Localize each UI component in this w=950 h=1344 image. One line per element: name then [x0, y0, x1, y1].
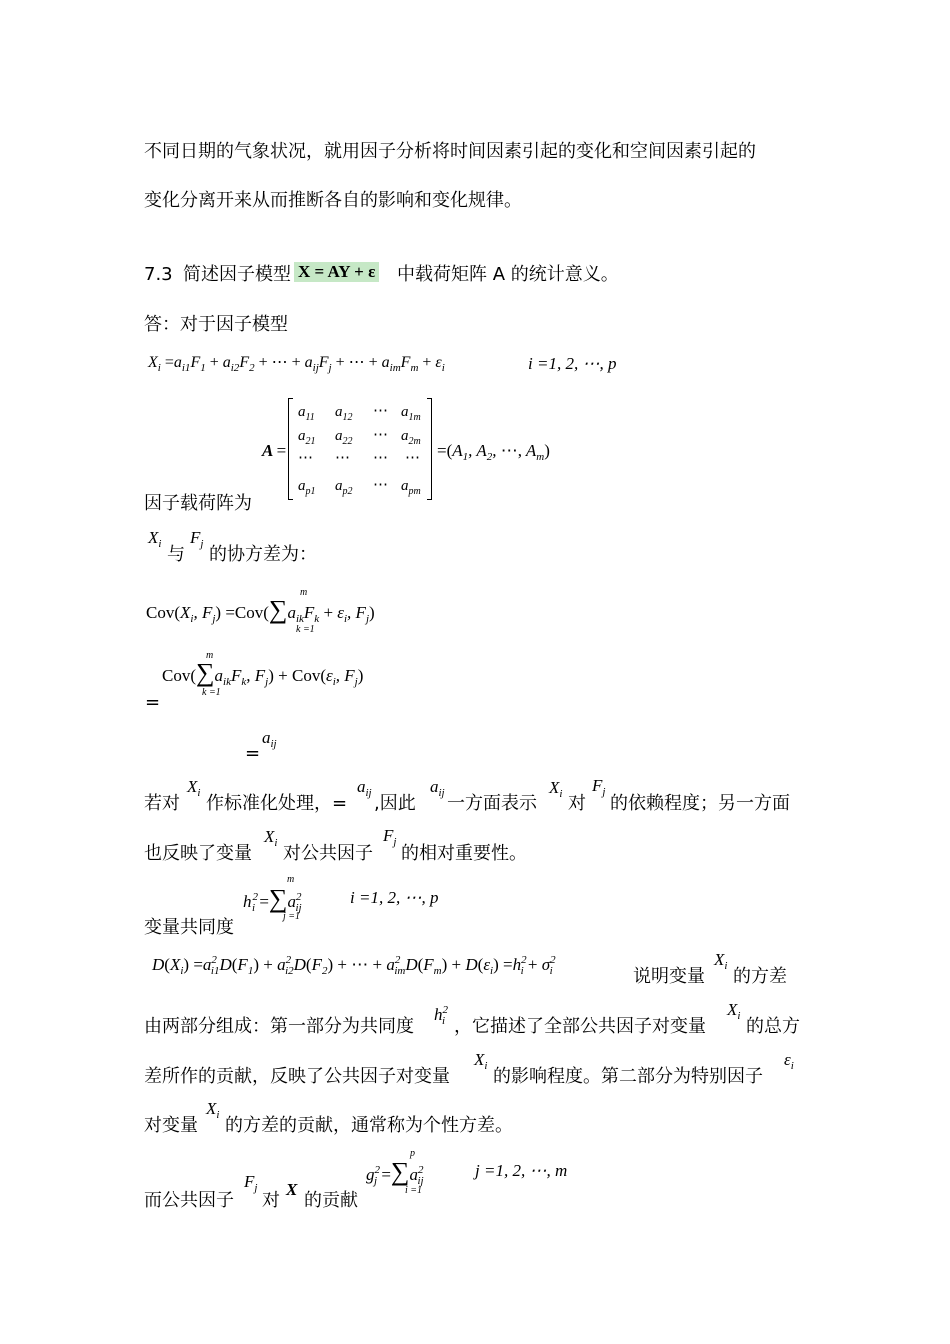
var-fj: $F_j$ [190, 528, 204, 550]
matrix-symbol: A = [262, 441, 287, 460]
loading-aij: $a_{ij}$ [430, 777, 445, 799]
var-xi: $X_i$ [714, 950, 728, 972]
text-segment: 由两部分组成：第一部分为共同度 [144, 1016, 414, 1037]
text-segment: 对 [568, 793, 586, 814]
model-index-range: i =1, 2, ⋯, p [528, 354, 617, 373]
equals-sign: = [145, 692, 161, 713]
text-segment: 对公共因子 [283, 843, 373, 864]
communality-index-range: i =1, 2, ⋯, p [350, 888, 439, 907]
variance-decomposition: $D(X_i) =a^2_{i1}D(F_1) + a^2_{i2}D(F_2)$ + ⋯ + $a^2_{im}D(F_m) + D(\varepsilon_i) =h^2_i + \sigma^2_i$ [152, 954, 556, 977]
answer-intro: 答：对于因子模型 [144, 314, 288, 335]
loading-aij: $a_{ij}$ [357, 777, 372, 799]
text-segment: 的方差 [733, 966, 787, 987]
var-xi: $X_i$ [206, 1099, 220, 1121]
equals-sign: = [245, 743, 261, 764]
var-xi: $X_i$ [727, 1000, 741, 1022]
var-xi: $X_i$ [148, 528, 162, 550]
text-segment: 的相对重要性。 [401, 843, 527, 864]
loading-matrix: $a_{11}$ $a_{12}$ ⋯ $a_{1m}$ $a_{21}$ $a_{22}$ ⋯ $a_{2m}$ ⋯ ⋯ ⋯ ⋯ $a_{p1}$ $a_{p2}$ ⋯ $a_{pm}$ [288, 398, 432, 500]
question-text: 简述因子模型 [183, 264, 291, 285]
text-segment: 对 [262, 1190, 280, 1211]
text-segment: ,因此 [374, 793, 416, 814]
text-segment: 说明变量 [633, 966, 705, 987]
text-segment: 若对 [144, 793, 180, 814]
epsilon-i: $\varepsilon_i$ [784, 1050, 794, 1072]
covariance-equation-2: $Cov(\sum a_{ik}F_k$, $F_j) + Cov(\varepsilon_i$, $F_j$) [162, 658, 364, 688]
text-segment: ，它描述了全部公共因子对变量 [454, 1016, 706, 1037]
paragraph-line: 变化分离开来从而推断各自的影响和变化规律。 [144, 190, 522, 211]
text-segment: 差所作的贡献，反映了公共因子对变量 [144, 1066, 450, 1087]
var-fj: $F_j$ [592, 776, 606, 798]
text-segment: 对变量 [144, 1115, 198, 1136]
var-xi: $X_i$ [474, 1050, 488, 1072]
text-segment: 而公共因子 [144, 1190, 234, 1211]
text-segment: 的贡献 [304, 1190, 358, 1211]
text-and: 与 [167, 544, 185, 565]
factor-model-equation: $X_i =a_{i1}F_1 + a_{i2}F_2$ + ⋯ + $a_{ij}F_j$ + ⋯ + $a_{im}F_m + \varepsilon_i$ [148, 354, 445, 374]
communality-h2: $h^2_i$ [434, 1004, 448, 1027]
text-segment: 的依赖程度；另一方面 [610, 793, 790, 814]
covariance-label: 的协方差为： [209, 544, 317, 565]
highlighted-formula: X = AY + ε [294, 262, 379, 282]
text-segment: 也反映了变量 [144, 843, 252, 864]
question-number: 7.3 [144, 264, 173, 285]
covariance-equation-1: $Cov(X_i$, $F_j) =Cov(\sum a_{ik}F_k + \varepsilon_i$, $F_j$) [146, 595, 375, 625]
contribution-index-range: j =1, 2, ⋯, m [475, 1161, 568, 1180]
paragraph-line: 不同日期的气象状况，就用因子分析将时间因素引起的变化和空间因素引起的 [144, 141, 756, 162]
contribution-formula: $g^2_j =\sum a^2_{ij}$ [366, 1157, 424, 1187]
loading-aij: $a_{ij}$ [262, 728, 277, 750]
var-x-bold: X [286, 1180, 298, 1199]
text-segment: 的影响程度。第二部分为特别因子 [493, 1066, 763, 1087]
communality-formula: $h^2_i =\sum a^2_{ij}$ [243, 884, 302, 914]
communality-label: 变量共同度 [144, 917, 234, 938]
var-fj: $F_j$ [383, 826, 397, 848]
question-text: 中载荷矩阵 A 的统计意义。 [397, 264, 619, 285]
text-segment: 作标准化处理，= [206, 793, 348, 814]
text-segment: 的总方 [746, 1016, 800, 1037]
text-segment: 一方面表示 [447, 793, 537, 814]
var-fj: $F_j$ [244, 1172, 258, 1194]
loading-matrix-label: 因子载荷阵为 [144, 493, 252, 514]
var-xi: $X_i$ [549, 778, 563, 800]
var-xi: $X_i$ [264, 827, 278, 849]
var-xi: $X_i$ [187, 777, 201, 799]
matrix-columns: $=(A_1$, $A_2$, ⋯, $A_m$) [437, 441, 550, 463]
text-segment: 的方差的贡献，通常称为个性方差。 [225, 1115, 513, 1136]
